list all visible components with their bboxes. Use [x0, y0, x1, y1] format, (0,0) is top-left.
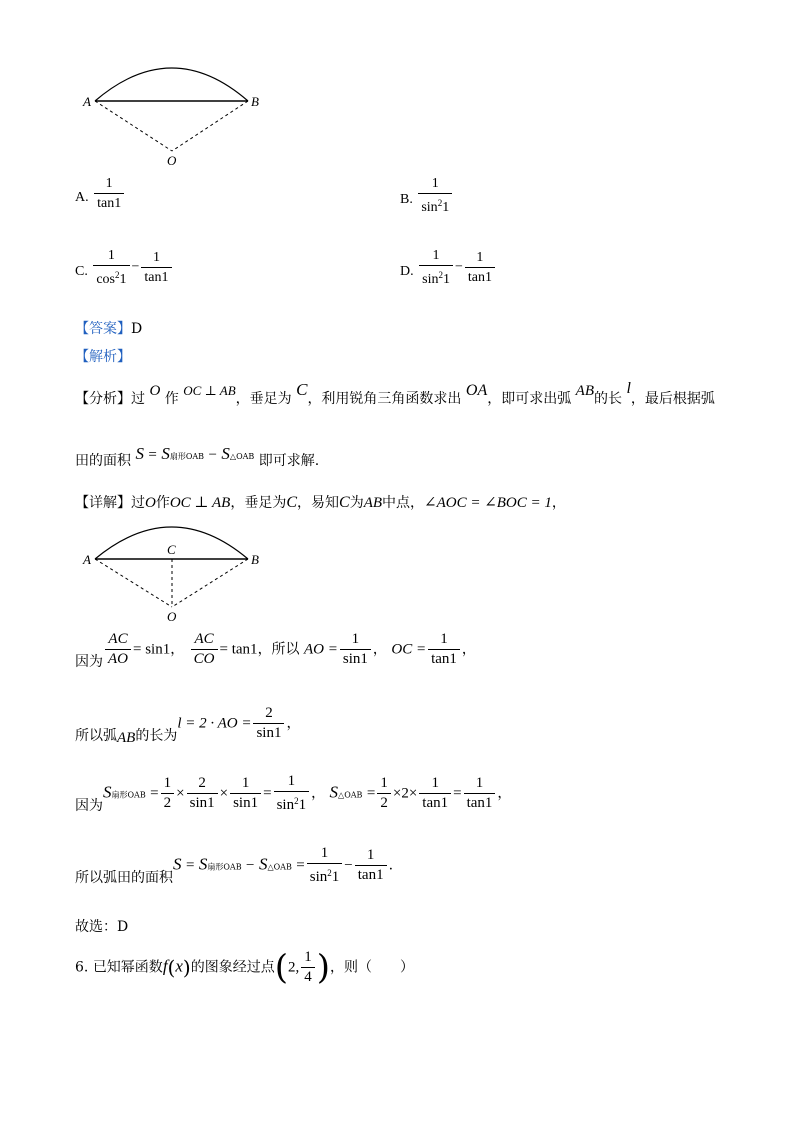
times: × [176, 785, 185, 802]
paren-close: ) [316, 947, 330, 988]
frac-1-sin2 [274, 774, 310, 813]
option-a-fraction [94, 176, 124, 211]
l-expr: l = 2 · AO = [177, 715, 252, 732]
frac-2-sin1 [253, 706, 284, 741]
numerator: 1 [351, 631, 360, 647]
numerator: 1 [107, 248, 115, 263]
analysis-tag: 【解析】 [75, 349, 131, 365]
label-o: O [167, 609, 177, 624]
subscript-sector: 扇形OAB [207, 862, 242, 872]
denominator: 2 [161, 793, 175, 811]
frac-1-sin1 [230, 776, 261, 811]
two: 2 [401, 785, 409, 802]
subscript-triangle: △OAB [267, 862, 292, 872]
text: ， [551, 495, 566, 511]
fenxi-line-2 [75, 444, 320, 469]
var-s: S [258, 854, 268, 874]
arg: 1 [331, 869, 340, 885]
text: 因为 [75, 797, 103, 814]
paren-open: ( [167, 955, 176, 980]
denominator: tan1 [419, 793, 451, 811]
denominator: sin1 [187, 793, 218, 811]
answer-value: D [131, 321, 143, 337]
label-c: C [167, 542, 176, 557]
text: ，即可求出弧 [487, 391, 572, 407]
answer-line [75, 318, 142, 338]
question-6 [75, 947, 414, 988]
text: ，则（ ） [330, 959, 414, 976]
sin-text: sin [276, 797, 295, 813]
sector-figure-2 [80, 520, 270, 630]
numerator: 1 [440, 631, 448, 647]
var-s: S [173, 854, 182, 874]
oc-eq: OC = [391, 641, 427, 658]
var-c: C [296, 380, 308, 399]
denominator: 4 [301, 967, 315, 985]
step4-line [75, 846, 393, 885]
denominator: tan1 [464, 793, 496, 811]
denominator: tan1 [428, 649, 460, 667]
text: 的长为 [135, 727, 178, 744]
equals: = [366, 785, 376, 802]
option-a-label: A. [75, 189, 89, 205]
xiangjie-tag: 【详解】 [75, 495, 131, 511]
numerator: AC [194, 631, 214, 647]
equals: = [453, 785, 462, 802]
denominator: sin1 [340, 649, 371, 667]
frac-1-tan1 [355, 848, 387, 883]
arg: 1 [442, 272, 450, 287]
text: ，利用锐角三角函数求出 [307, 391, 462, 407]
exponent: 2 [115, 270, 120, 280]
step2-line [75, 705, 301, 746]
denominator: tan1 [355, 865, 387, 883]
numerator: 1 [163, 775, 172, 791]
text: 即可求解. [258, 453, 320, 469]
numerator: 1 [304, 949, 312, 965]
angle-expr: ∠AOC = ∠BOC = 1 [424, 495, 552, 511]
label-o: O [167, 153, 177, 168]
text: ，易知 [297, 495, 340, 511]
var-c: C [286, 494, 298, 511]
text: ， [286, 715, 301, 732]
answer-tag: 【答案】 [75, 321, 131, 337]
times: × [219, 785, 229, 802]
var-s: S [103, 782, 112, 802]
text: ， [497, 785, 512, 802]
numerator: 1 [320, 845, 329, 861]
option-c-label: C. [75, 263, 88, 279]
frac-1-tan1 [464, 776, 496, 811]
frac-half [377, 776, 391, 811]
text: 的长 [594, 391, 622, 407]
text: 所以弧 [75, 727, 117, 744]
numerator: 1 [431, 775, 439, 791]
var-s: S [198, 854, 208, 874]
var-ab: AB [575, 383, 594, 399]
eq-tan: = tan1 [219, 641, 258, 658]
option-c-fraction-2 [141, 250, 171, 285]
numerator: 1 [475, 775, 484, 791]
sin-text: sin [421, 200, 438, 215]
sector-figure-1 [80, 55, 270, 170]
var-s: S [221, 444, 230, 463]
fenxi-tag: 【分析】 [75, 391, 131, 407]
text: ， [311, 785, 326, 802]
text: 作 [155, 495, 170, 511]
numerator: 1 [105, 176, 113, 191]
denominator: sin1 [253, 723, 284, 741]
text: ，垂足为 [230, 495, 287, 511]
denominator: 2 [377, 793, 391, 811]
text: ，垂足为 [235, 391, 292, 407]
text: 已知幂函数 [92, 959, 163, 976]
numerator: 1 [431, 176, 439, 191]
var-oa: OA [465, 382, 488, 399]
label-b: B [251, 552, 259, 567]
option-d-fraction-1 [419, 248, 453, 287]
numerator: 1 [287, 773, 296, 789]
frac-2-sin1 [187, 776, 218, 811]
minus-sign: − [344, 857, 353, 874]
text: ， [461, 641, 476, 658]
var-c: C [339, 494, 350, 511]
text: 所以弧田的面积 [75, 869, 173, 886]
numerator: AC [108, 631, 128, 647]
option-c [75, 248, 174, 287]
numerator: 2 [198, 775, 206, 791]
radius-oa [95, 101, 172, 151]
arc-ab [95, 68, 248, 101]
text: . [388, 857, 394, 874]
subscript-sector: 扇形OAB [111, 790, 146, 800]
sin-text: sin [309, 869, 328, 885]
var-s: S [161, 444, 170, 463]
arg: 1 [442, 200, 450, 215]
radius-ob [172, 559, 248, 607]
var-s: S [135, 444, 144, 463]
step3-line [75, 774, 511, 813]
frac-ac-ao [105, 632, 131, 667]
text: ， [372, 641, 387, 658]
denominator: tan1 [465, 267, 495, 285]
var-l: l [626, 380, 631, 397]
denominator: tan1 [141, 267, 171, 285]
denominator: tan1 [94, 193, 124, 211]
text: 因为 [75, 653, 103, 670]
numerator: 2 [265, 705, 273, 721]
minus-sign: − [454, 259, 463, 275]
exponent: 2 [438, 270, 443, 280]
label-b: B [251, 94, 259, 109]
minus-sign: − [208, 447, 217, 463]
exponent: 2 [437, 198, 443, 208]
text: 的图象经过点 [190, 959, 275, 976]
option-a [75, 176, 126, 211]
denominator: CO [191, 649, 218, 667]
coord-x: 2, [287, 959, 300, 976]
equals: = [296, 857, 305, 874]
var-x: x [175, 956, 183, 976]
var-o: O [145, 495, 156, 511]
text: 田的面积 [75, 453, 131, 469]
option-b-label: B. [400, 191, 413, 207]
equals: = [150, 785, 159, 802]
denominator [93, 265, 129, 287]
denominator: AO [105, 649, 131, 667]
radius-ob [172, 101, 248, 151]
paren-open: ( [274, 947, 288, 988]
subscript-triangle: △OAB [338, 790, 363, 800]
step1-line [75, 631, 476, 670]
arg: 1 [119, 272, 127, 287]
denominator [274, 791, 310, 813]
text: ，所以 [257, 641, 300, 658]
text: ，最后根据弧 [630, 391, 715, 407]
frac-1-sin1 [340, 632, 371, 667]
option-c-fraction-1 [93, 248, 129, 287]
radius-oa [95, 559, 172, 607]
var-ab: AB [363, 495, 383, 511]
var-f: f [162, 956, 168, 976]
denominator [418, 193, 452, 215]
numerator: 1 [152, 250, 160, 265]
frac-1-tan1 [428, 632, 460, 667]
denominator [307, 863, 343, 885]
option-d-label: D. [400, 263, 414, 279]
denominator [419, 265, 453, 287]
option-b [400, 176, 454, 215]
text: 为 [349, 495, 364, 511]
fenxi-line-1 [75, 380, 715, 408]
times: × [408, 785, 418, 802]
equals: = [148, 447, 157, 463]
xiangjie-line [75, 492, 566, 512]
frac-1-sin2 [307, 846, 343, 885]
cos-text: cos [96, 272, 116, 287]
text: 过 [131, 391, 145, 407]
paren-close: ) [182, 955, 191, 980]
denominator: sin1 [230, 793, 261, 811]
numerator: 1 [380, 775, 388, 791]
numerator: 1 [476, 250, 484, 265]
text: 中点， [382, 495, 425, 511]
option-b-fraction [418, 176, 452, 215]
subscript-triangle: △OAB [229, 452, 255, 461]
perp-expr: OC ⊥ AB [183, 383, 236, 398]
numerator: 1 [432, 248, 440, 263]
arg: 1 [298, 797, 307, 813]
choice-line: 故选：D [75, 919, 129, 935]
var-s: S [329, 782, 339, 802]
label-a: A [83, 552, 91, 567]
frac-ac-co [191, 632, 218, 667]
minus-sign: − [246, 857, 255, 874]
option-d-fraction-2 [465, 250, 495, 285]
frac-1-tan1 [419, 776, 451, 811]
frac-1-4 [301, 950, 315, 985]
sin-text: sin [422, 272, 439, 287]
label-a: A [83, 94, 91, 109]
numerator: 1 [366, 847, 375, 863]
equals: = [263, 785, 272, 802]
ao-eq: AO = [304, 641, 338, 658]
perp-expr: OC ⊥ AB [169, 495, 231, 511]
minus-sign: − [131, 259, 140, 275]
frac-half [161, 776, 175, 811]
text: 作 [164, 391, 179, 407]
exponent: 2 [294, 796, 299, 806]
var-ab: AB [117, 729, 136, 746]
exponent: 2 [327, 868, 332, 878]
numerator: 1 [241, 775, 250, 791]
times: × [392, 785, 402, 802]
equals: = [185, 857, 195, 874]
text: ， [170, 641, 185, 658]
text: 过 [131, 495, 145, 511]
var-o: O [149, 383, 161, 399]
option-d [400, 248, 497, 287]
question-number: 6. [75, 959, 89, 976]
subscript-sector: 扇形OAB [169, 452, 205, 461]
eq-sin: = sin1 [133, 641, 171, 658]
